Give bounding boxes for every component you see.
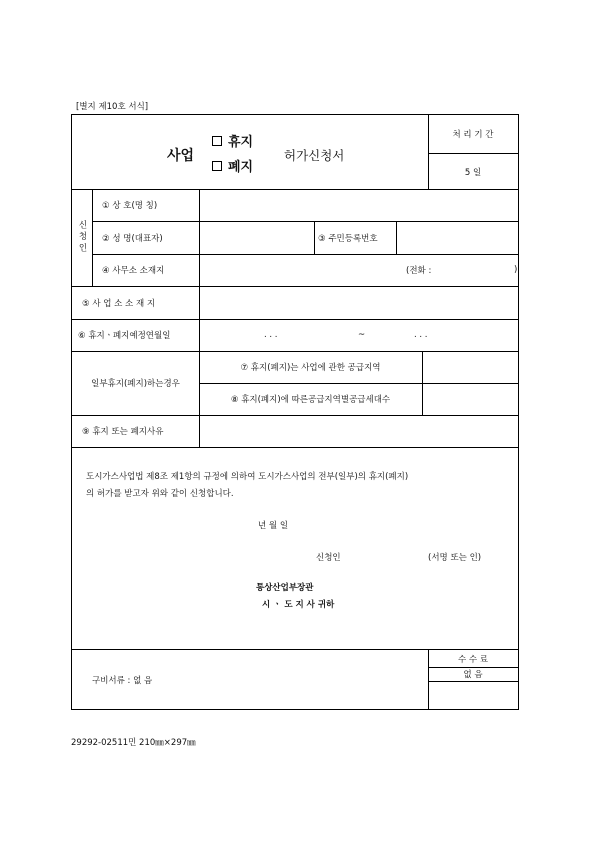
divider-processing [428,153,518,154]
phone-close: ) [514,265,518,275]
business-location-field[interactable] [200,287,518,319]
name-field[interactable] [200,222,313,254]
divider-reason-end [72,447,518,448]
checkbox-icon[interactable] [212,136,222,146]
declaration-line2: 의 허가를 받고자 위와 같이 신청합니다. [86,489,234,499]
applicant-group [72,189,92,286]
trade-name-label: ① 상 호(명 칭) [102,201,158,211]
declaration-recipient2: 시 ㆍ 도 지 사 귀하 [262,600,335,610]
title-suffix: 허가신청서 [284,148,345,163]
checkbox-icon[interactable] [212,161,222,171]
divider-v-name [314,221,315,254]
reason-field[interactable] [200,416,518,447]
declaration-recipient1: 통상산업부장관 [256,583,314,593]
fee-value: 없 음 [463,670,483,680]
phone-label: (전화 : [406,266,432,276]
partial-label: 일부휴지(폐지)하는경우 [91,379,180,389]
reason-label: ⑨ 휴지 또는 폐지사유 [82,427,164,437]
processing-value: 5 일 [464,168,482,178]
partial-item8-field[interactable] [423,384,518,415]
office-label: ④ 사무소 소재지 [102,266,165,276]
docs-label: 구비서류 : 없 음 [92,676,153,686]
form-container [71,114,519,710]
declaration-date: 년 월 일 [258,521,289,531]
form-number: [별지 제10호 서식] [76,102,149,112]
date-from[interactable]: . . . [264,330,278,340]
divider-v-applicant-group [92,189,93,286]
title-prefix: 사업 [167,148,195,164]
divider-declaration-end [72,649,518,650]
partial-item7-field[interactable] [423,352,518,383]
form-footer-code: 29292-02511민 210㎜×297㎜ [71,738,196,748]
fee-label: 수 수 료 [457,655,489,665]
resident-no-field[interactable] [397,222,518,254]
applicant-group-label: 신청인 [77,220,87,255]
declaration-signature: (서명 또는 인) [428,553,482,563]
declaration-applicant: 신청인 [316,553,341,563]
scheduled-date-label: ⑥ 휴지ㆍ폐지예정연월일 [78,331,171,341]
resident-no-label: ③ 주민등록번호 [318,233,378,244]
date-to[interactable]: . . . [414,330,428,340]
option-abolish[interactable] [212,156,253,175]
partial-item7: ⑦ 휴지(폐지)는 사업에 관한 공급지역 [240,363,381,373]
business-location-label: ⑤ 사 업 소 소 재 지 [82,298,156,309]
date-tilde: ~ [358,330,366,340]
option-suspend-label: 휴지 [228,135,254,150]
partial-item8: ⑧ 휴지(폐지)에 따른공급지역별공급세대수 [230,395,391,405]
declaration-line1: 도시가스사업법 제8조 제1항의 규정에 의하여 도시가스사업의 전부(일부)의 휴지(폐지) [86,472,409,482]
trade-name-field[interactable] [200,190,518,221]
option-abolish-label: 폐지 [228,160,254,175]
name-label: ② 성 명(대표자) [102,233,163,244]
option-suspend[interactable] [212,131,253,150]
office-field[interactable] [200,255,518,286]
title-options [212,131,253,175]
divider-fee-end [428,681,518,682]
processing-label: 처 리 기 간 [452,130,494,140]
